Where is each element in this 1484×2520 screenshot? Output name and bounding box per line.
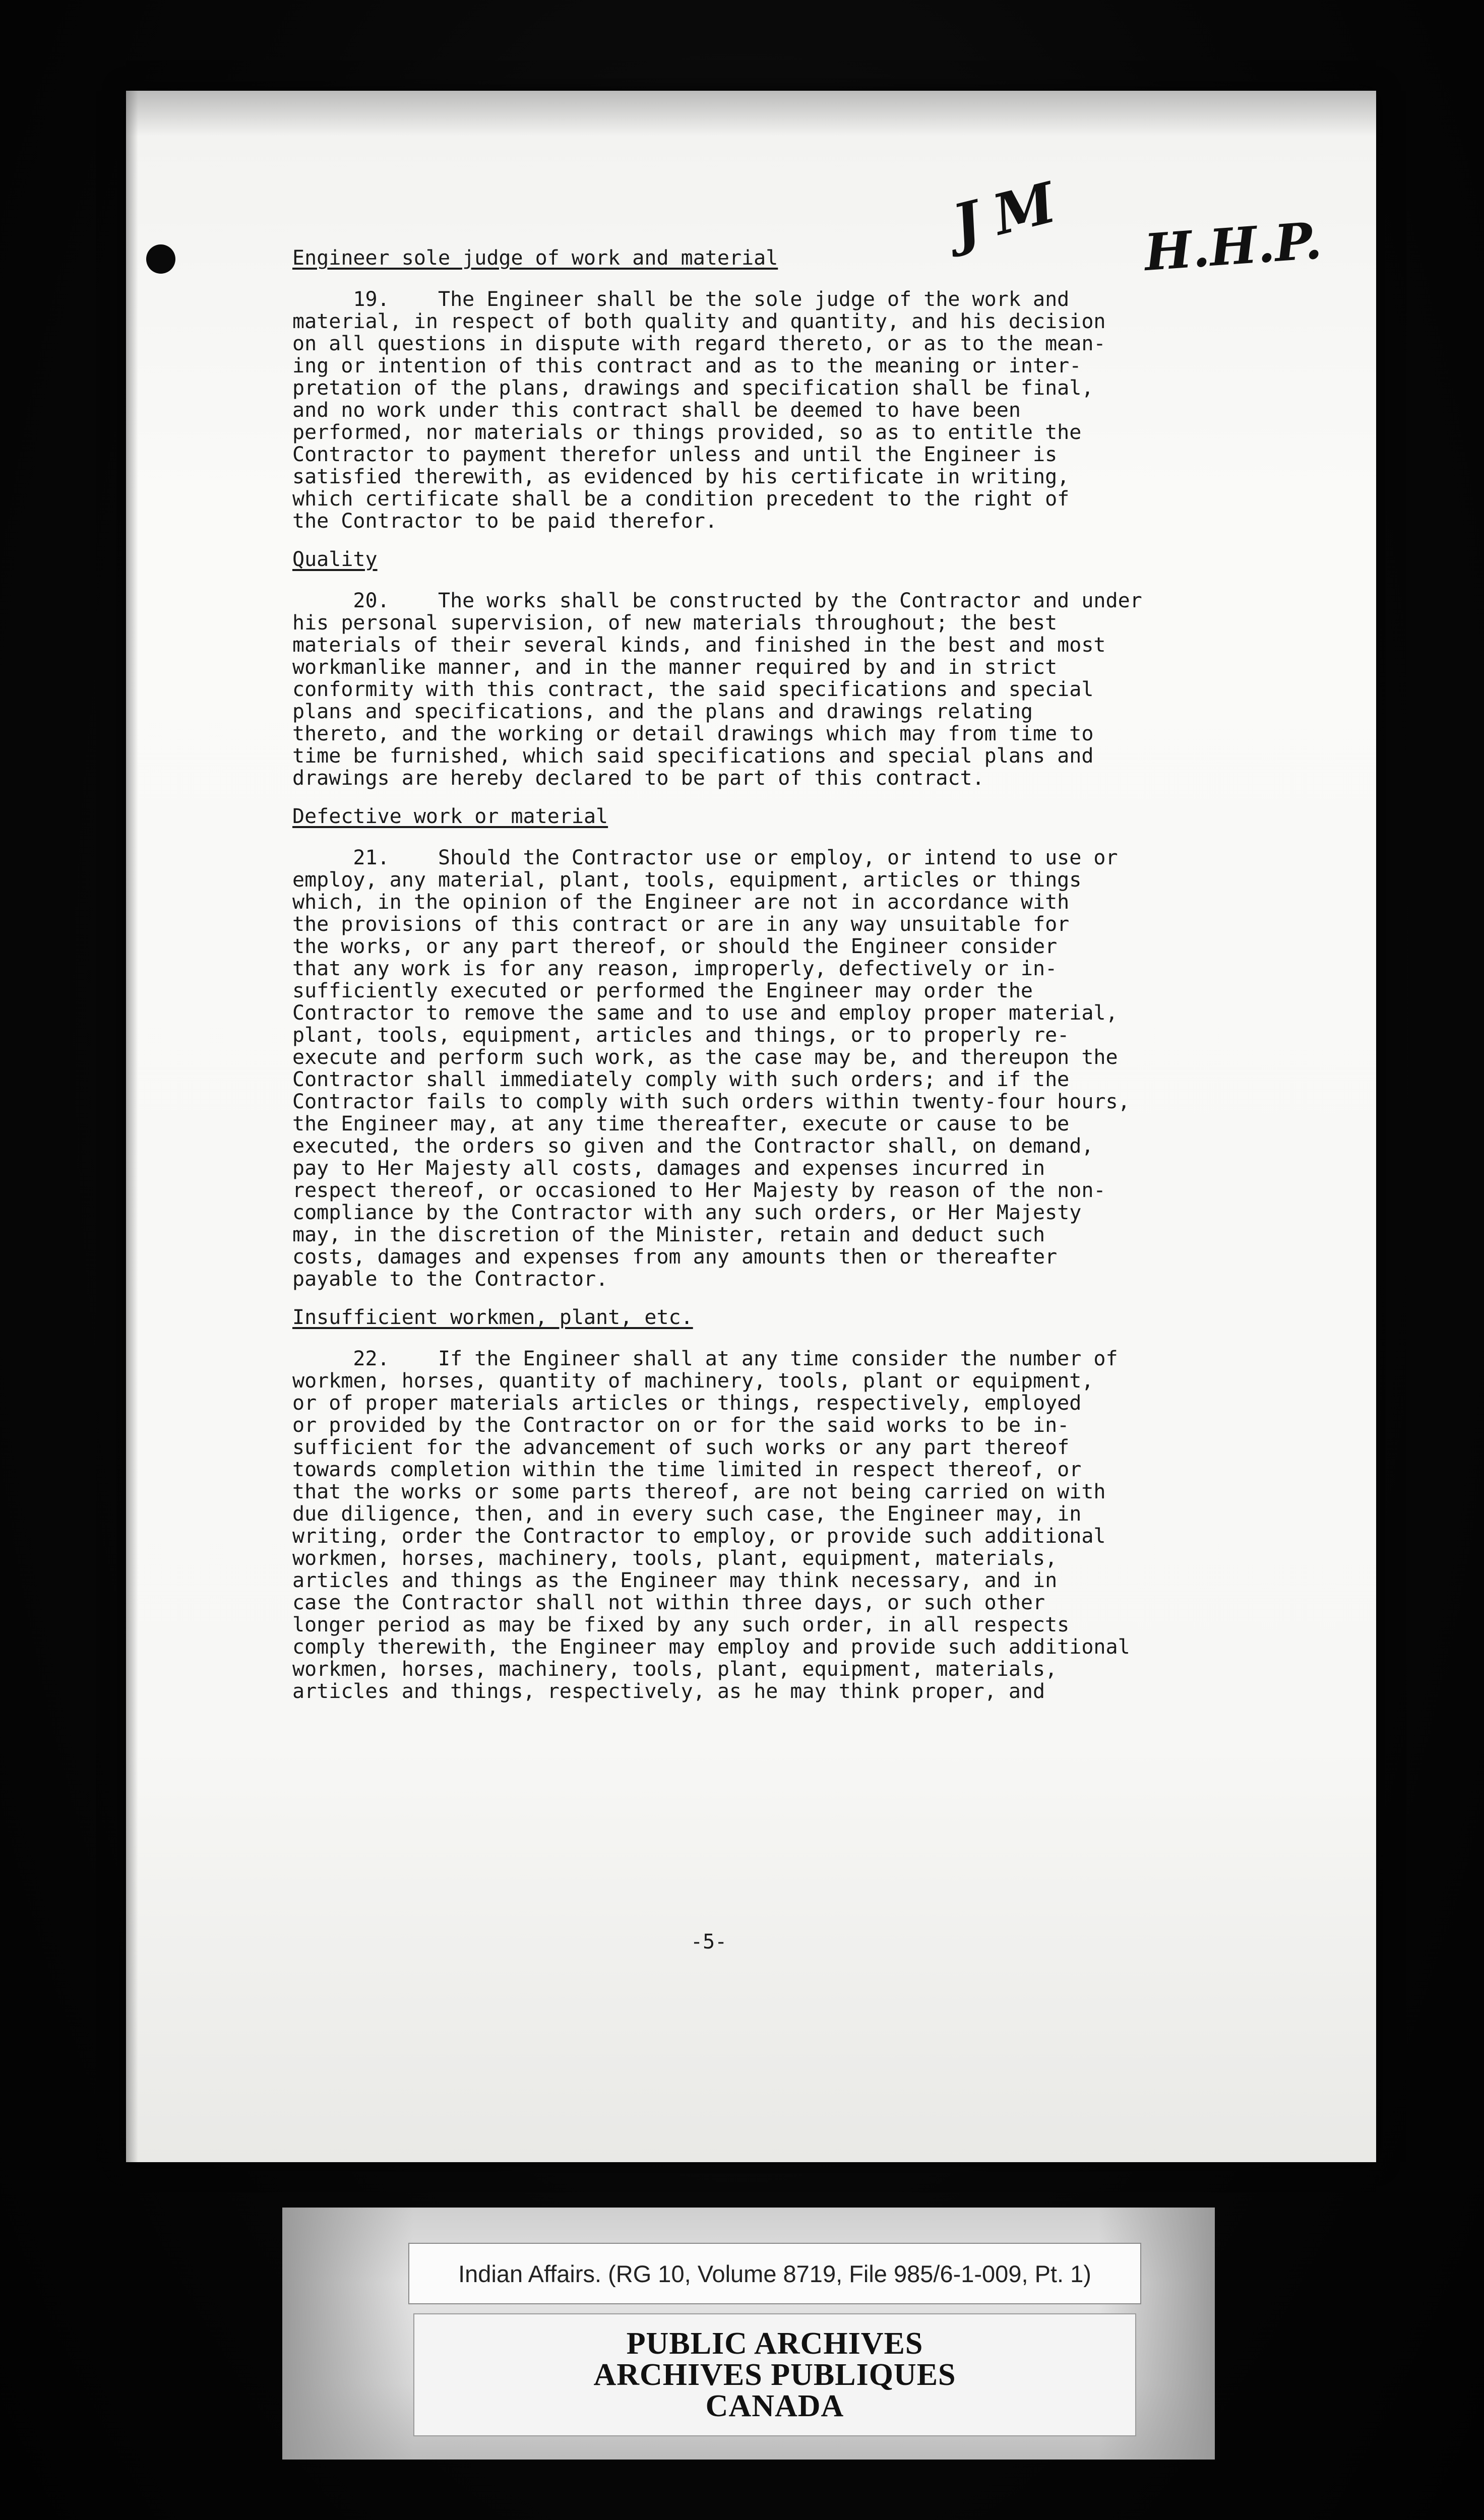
text-line: workmen, horses, machinery, tools, plant, equipment, materials,: [292, 1658, 1058, 1681]
text-line: his personal supervision, of new materials throughout; the best: [292, 611, 1058, 635]
text-line: pay to Her Majesty all costs, damages and expenses incurred in: [292, 1157, 1045, 1180]
archive-stamp-line: PUBLIC ARCHIVES: [626, 2326, 923, 2361]
text-line: workmanlike manner, and in the manner required by and in strict: [292, 656, 1058, 679]
text-line: Contractor fails to comply with such orders within twenty-four hours,: [292, 1090, 1130, 1113]
text-line: 19. The Engineer shall be the sole judge of the work and: [292, 288, 1070, 311]
clause-paragraph: [292, 847, 1195, 1290]
text-line: case the Contractor shall not within three days, or such other: [292, 1591, 1045, 1614]
text-line: thereto, and the working or detail drawings which may from time to: [292, 722, 1094, 745]
text-line: longer period as may be fixed by any such order, in all respects: [292, 1613, 1070, 1636]
clause-paragraph: [292, 288, 1195, 532]
text-line: Contractor to remove the same and to use and employ proper material,: [292, 1001, 1118, 1025]
text-line: pretation of the plans, drawings and specification shall be final,: [292, 376, 1094, 400]
text-line: conformity with this contract, the said specifications and special: [292, 678, 1094, 701]
text-line: 20. The works shall be constructed by the Contractor and under: [292, 589, 1142, 612]
text-line: towards completion within the time limited in respect thereof, or: [292, 1458, 1082, 1481]
text-line: which, in the opinion of the Engineer are not in accordance with: [292, 891, 1070, 914]
text-line: workmen, horses, quantity of machinery, tools, plant or equipment,: [292, 1369, 1094, 1393]
text-line: 21. Should the Contractor use or employ, or intend to use or: [292, 846, 1118, 869]
text-line: comply therewith, the Engineer may employ and provide such additional: [292, 1635, 1130, 1659]
clause-19: [292, 247, 1195, 532]
text-line: plans and specifications, and the plans and drawings relating: [292, 700, 1033, 723]
archive-reference-label: Indian Affairs. (RG 10, Volume 8719, File 985/6-1-009, Pt. 1): [408, 2243, 1141, 2304]
text-line: the works, or any part thereof, or should the Engineer consider: [292, 935, 1058, 958]
text-line: time be furnished, which said specifications and special plans and: [292, 744, 1094, 768]
text-line: compliance by the Contractor with any such orders, or Her Majesty: [292, 1201, 1082, 1224]
text-line: due diligence, then, and in every such case, the Engineer may, in: [292, 1502, 1082, 1526]
text-line: sufficient for the advancement of such works or any part thereof: [292, 1436, 1070, 1459]
page-number: -5-: [691, 1930, 727, 1954]
text-line: the Contractor to be paid therefor.: [292, 510, 717, 533]
handwritten-initials-2: H.H.P.: [1142, 210, 1324, 283]
clause-21: [292, 805, 1195, 1290]
hole-punch-icon: [146, 244, 175, 274]
archive-stamp: [413, 2313, 1136, 2436]
archive-stamp-line: ARCHIVES PUBLIQUES: [593, 2358, 956, 2392]
archive-card-shadow: [282, 2208, 413, 2460]
text-line: Contractor shall immediately comply with such orders; and if the: [292, 1068, 1070, 1091]
text-line: articles and things as the Engineer may think necessary, and in: [292, 1569, 1058, 1592]
archive-stamp-line: CANADA: [705, 2389, 844, 2423]
section-heading: Engineer sole judge of work and material: [292, 246, 778, 270]
text-line: the provisions of this contract or are in any way unsuitable for: [292, 913, 1070, 936]
text-line: on all questions in dispute with regard thereto, or as to the mean-: [292, 332, 1106, 355]
text-line: performed, nor materials or things provided, so as to entitle the: [292, 421, 1082, 444]
text-line: executed, the orders so given and the Contractor shall, on demand,: [292, 1135, 1094, 1158]
text-line: which certificate shall be a condition precedent to the right of: [292, 487, 1070, 511]
section-heading: Quality: [292, 548, 378, 571]
clause-paragraph: [292, 1348, 1195, 1703]
text-line: payable to the Contractor.: [292, 1268, 608, 1291]
text-line: drawings are hereby declared to be part of this contract.: [292, 767, 984, 790]
text-line: Contractor to payment therefor unless and until the Engineer is: [292, 443, 1058, 466]
text-line: or of proper materials articles or things, respectively, employed: [292, 1392, 1082, 1415]
text-line: that any work is for any reason, improperly, defectively or in-: [292, 957, 1058, 980]
document-body: [292, 247, 1195, 1719]
text-line: articles and things, respectively, as he may think proper, and: [292, 1680, 1045, 1703]
text-line: and no work under this contract shall be deemed to have been: [292, 399, 1021, 422]
clause-22: [292, 1306, 1195, 1703]
text-line: workmen, horses, machinery, tools, plant, equipment, materials,: [292, 1547, 1058, 1570]
text-line: costs, damages and expenses from any amounts then or thereafter: [292, 1245, 1058, 1269]
text-line: or provided by the Contractor on or for the said works to be in-: [292, 1414, 1070, 1437]
text-line: that the works or some parts thereof, are not being carried on with: [292, 1480, 1106, 1503]
section-heading: Defective work or material: [292, 805, 608, 828]
text-line: satisfied therewith, as evidenced by his certificate in writing,: [292, 465, 1070, 488]
clause-paragraph: [292, 590, 1195, 789]
handwritten-initials-1: J M: [946, 170, 1060, 258]
text-line: respect thereof, or occasioned to Her Majesty by reason of the non-: [292, 1179, 1106, 1202]
text-line: ing or intention of this contract and as to the meaning or inter-: [292, 354, 1082, 377]
section-heading: Insufficient workmen, plant, etc.: [292, 1306, 693, 1329]
text-line: 22. If the Engineer shall at any time consider the number of: [292, 1347, 1118, 1370]
paper-fold-shadow: [126, 91, 1376, 136]
text-line: the Engineer may, at any time thereafter, execute or cause to be: [292, 1112, 1070, 1136]
text-line: writing, order the Contractor to employ, or provide such additional: [292, 1525, 1106, 1548]
text-line: plant, tools, equipment, articles and things, or to properly re-: [292, 1024, 1070, 1047]
text-line: employ, any material, plant, tools, equipment, articles or things: [292, 868, 1082, 892]
clause-20: [292, 548, 1195, 789]
text-line: execute and perform such work, as the case may be, and thereupon the: [292, 1046, 1118, 1069]
text-line: materials of their several kinds, and finished in the best and most: [292, 634, 1106, 657]
text-line: may, in the discretion of the Minister, retain and deduct such: [292, 1223, 1045, 1246]
text-line: sufficiently executed or performed the Engineer may order the: [292, 979, 1033, 1002]
text-line: material, in respect of both quality and quantity, and his decision: [292, 310, 1106, 333]
paper-edge-shadow: [126, 91, 138, 2162]
